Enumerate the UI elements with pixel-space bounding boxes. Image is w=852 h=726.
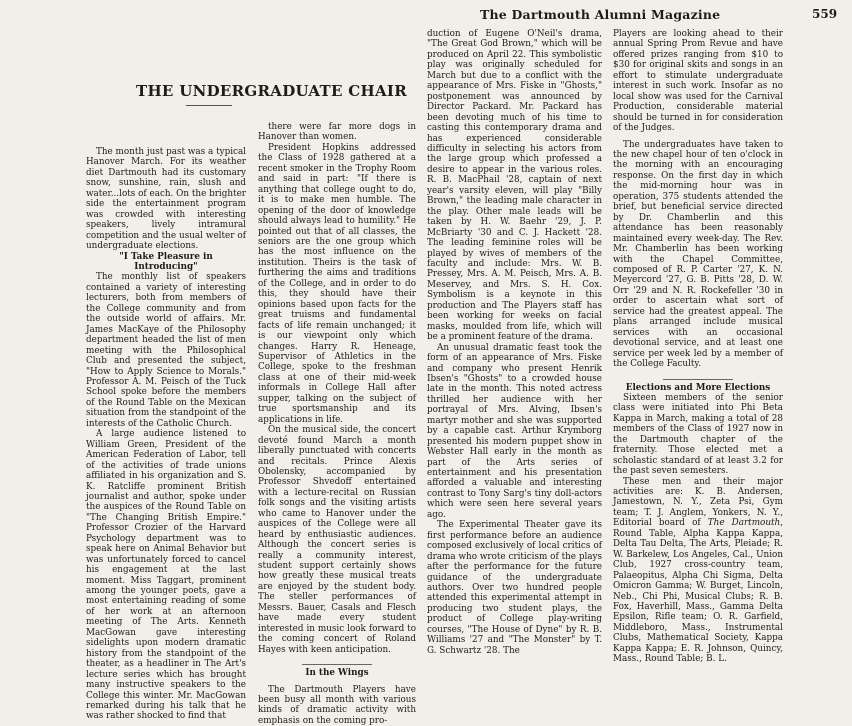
paragraph [613, 477, 783, 665]
paragraph: Sixteen members of the senior class were initiated into Phi Beta Kappa in March, making a total of 28 members of the Class of 1927 now in the Dartmouth chapter of the fraternity. Those elected met a scholastic standard of at least 3.2 for the past seven semesters. [613, 392, 783, 477]
section-heading: Elections and More Elections [625, 382, 771, 393]
section-heading: "I Take Pleasure in Introducing" [119, 251, 213, 272]
page-number: 559 [812, 7, 838, 21]
title-rule [186, 105, 232, 106]
paragraph: President Hopkins addressed the Class of 1928 gathered at a recent smoker in the Trophy Room and said in part: "If there is anything that college ought to do, it is to make men humble. The opening of the door of knowledge should always lead to humility." He pointed out that of all classes, the seniors are the one group which has the most influence on the institution. Theirs is the task of furthering the aims and traditions of the College, and in order to do this, they should have their opinions based upon facts for the great truisms and fundamental facts of life remain unchanged; it is our viewpoint only which changes. Harry R. Heneage, Supervisor of Athletics in the College, spoke to the freshman class at one of their mid-week informals in College Hall after supper, talking on the subject of true sportsmanship and its applications in life. [258, 142, 416, 425]
paragraph: The month just past was a typical Hanover March. For its weather diet Dartmouth had its customary snow, sunshine, rain, slush and water...lots of each. On the brighter side the entertainment program was crowded with interesting speakers, lively intramural competition and the usual welter of undergraduate elections. [86, 147, 246, 252]
text-run: These men and their major activities are: K. B. Andersen, Jamestown, N. Y., Zeta Psi, Gym team; T. J. Anglem, Yonkers, N. Y., Editorial board of [613, 476, 783, 529]
paragraph: A large audience listened to William Green, President of the American Federation of Labor, tell of the activities of trade unions affiliated in his organization and S. K. Ratcliffe prominent British journalist and author, spoke under the auspices of the Round Table on "The Changing British Empire." Professor Crozier of the Harvard Psychology department was to speak here on Animal Behavior but was unfortunately forced to cancel his engagement at the last moment. Miss Taggart, prominent among the younger poets, gave a most entertaining reading of some of her work at an afternoon meeting of The Arts. Kenneth MacGowan gave interesting sidelights upon modern dramatic history from the standpoint of the theater, as a headliner in The Art's lecture series which has brought many instructive speakers to the College this winter. Mr. MacGowan remarked during his talk that he was rather shocked to find that [86, 429, 246, 722]
spacer [613, 370, 783, 376]
column-3 [427, 29, 602, 656]
article-title: THE UNDERGRADUATE CHAIR [136, 82, 407, 100]
newspaper-name: The Dartmouth [707, 518, 781, 529]
paragraph: The Experimental Theater gave its first performance before an audience composed exclusively of local critics of drama who wrote criticism of the plays after the performance for the future guidance of the undergraduate authors. Over two hundred people attended this experimental attempt in producing two student plays, the product of College play-writing courses, "The House of Dyne" by R. B. Williams '27 and "The Monster" by T. G. Schwartz '28. The [427, 520, 602, 656]
column-1 [86, 147, 246, 722]
column-4 [613, 29, 783, 665]
paragraph: An unusual dramatic feast took the form of an appearance of Mrs. Fiske and company who present Henrik Ibsen's "Ghosts" to a crowded house late in the month. This noted actress thrilled her audience with her portrayal of Mrs. Alving, Ibsen's martyr mother and she was supported by a capable cast. Arthur Krymborg presented his modern puppet show in Webster Hall early in the month as part of the Arts series of entertainment and his presentation afforded a valuable and interesting contrast to Tony Sarg's tiny doll-actors which were seen here several years ago. [427, 342, 602, 520]
paragraph: duction of Eugene O'Neil's drama, "The Great God Brown," which will be produced on April 22. This symbolistic play was originally scheduled for March but due to a conflict with the appearance of Mrs. Fiske in "Ghosts," postponement was announced by Director Packard. Mr. Packard has been devoting much of his time to casting this contemporary drama and has experienced considerable difficulty in selecting his actors from the large group which professed a desire to appear in the various roles. R. B. MacPhail '28, captain of next year's varsity eleven, will play "Billy Brown," the leading male character in the play. Other male leads will be taken by H. W. Baehr '29, J. P. McBriarty '30 and C. J. Hackett '28. The leading feminine roles will be played by wives of members of the faculty and include: Mrs. W. B. Pressey, Mrs. A. M. Peisch, Mrs. A. B. Meservey, and Mrs. S. H. Cox. Symbolism is a keynote in this production and The Players staff has been working for weeks on facial masks, moulded from life, which will be a prominent feature of the drama. [427, 29, 602, 343]
paragraph: The monthly list of speakers contained a variety of interesting lecturers, both from members of the College community and from the outside world of affairs. Mr. James MacKaye of the Philosophy department headed the list of men meeting with the Philosophical Club and presented the subject, "How to Apply Science to Morals." Professor A. M. Peisch of the Tuck School spoke before the members of the Round Table on the Mexican situation from the standpoint of the interests of the Catholic Church. [86, 272, 246, 429]
section-rule [302, 664, 372, 665]
paragraph: there were far more dogs in Hanover than women. [258, 122, 416, 143]
magazine-title: The Dartmouth Alumni Magazine [480, 7, 721, 22]
column-2 [258, 122, 416, 726]
section-rule [663, 379, 733, 380]
paragraph: Players are looking ahead to their annual Spring Prom Revue and have offered prizes ranging from $10 to $30 for original skits and songs in an effort to stimulate undergraduate interest in such work. Insofar as no local show was used for the Carnival Production, considerable material should be turned in for consideration of the Judges. [613, 29, 783, 134]
text-run: , Round Table, Alpha Kappa Kappa, Delta Tau Delta, The Arts, Pleiade; R. W. Barkelew, Los Angeles, Cal., Union Club, 1927 cross-country team, Palaeopitus, Alpha Chi Sigma, Delta Omicron Gamma; W. Burget, Lincoln, Neb., Chi Phi, Musical Clubs; R. B. Fox, Haverhill, Mass., Gamma Delta Epsilon, Rifle team; O. R. Garfield, Middleboro, Mass., Instrumental Clubs, Mathematical Society, Kappa Kappa Kappa; E. R. Johnson, Quincy, Mass., Round Table; B. L. [613, 518, 784, 665]
section-heading: In the Wings [305, 668, 369, 679]
paragraph: The Dartmouth Players have been busy all month with various kinds of dramatic activity with emphasis on the coming pro- [258, 684, 416, 726]
paragraph: On the musical side, the concert devoté found March a month liberally punctuated with concerts and recitals. Prince Alexis Obolensky, accompanied by Professor Shvedoff entertained with a lecture-recital on Russian folk songs and the visiting artists who came to Hanover under the auspices of the College were all heard by enthusiastic audiences. Although the concert series is really a community interest, student support certainly shows how greatly these musical treats are enjoyed by the student body. The steller performances of Messrs. Bauer, Casals and Flesch have made every student interested in music look forward to the coming concert of Roland Hayes with keen anticipation. [258, 425, 416, 655]
paragraph: The undergraduates have taken to the new chapel hour of ten o'clock in the morning with an encouraging response. On the first day in which the mid-morning hour was in operation, 375 students attended the brief, but beneficial service directed by Dr. Chamberlin and this attendance has been reasonably maintained every week-day. The Rev. Mr. Chamberlin has been working with the Chapel Committee, composed of R. P. Carter '27, K. N. Meyercord '27, G. B. Pitts '28, D. W. Orr '29 and N. R. Rockefeller '30 in order to ascertain what sort of service had the greatest appeal. The plans arranged include musical services with an occasional devotional service, and at least one service per week led by a member of the College Faculty. [613, 139, 783, 370]
spacer [258, 655, 416, 661]
